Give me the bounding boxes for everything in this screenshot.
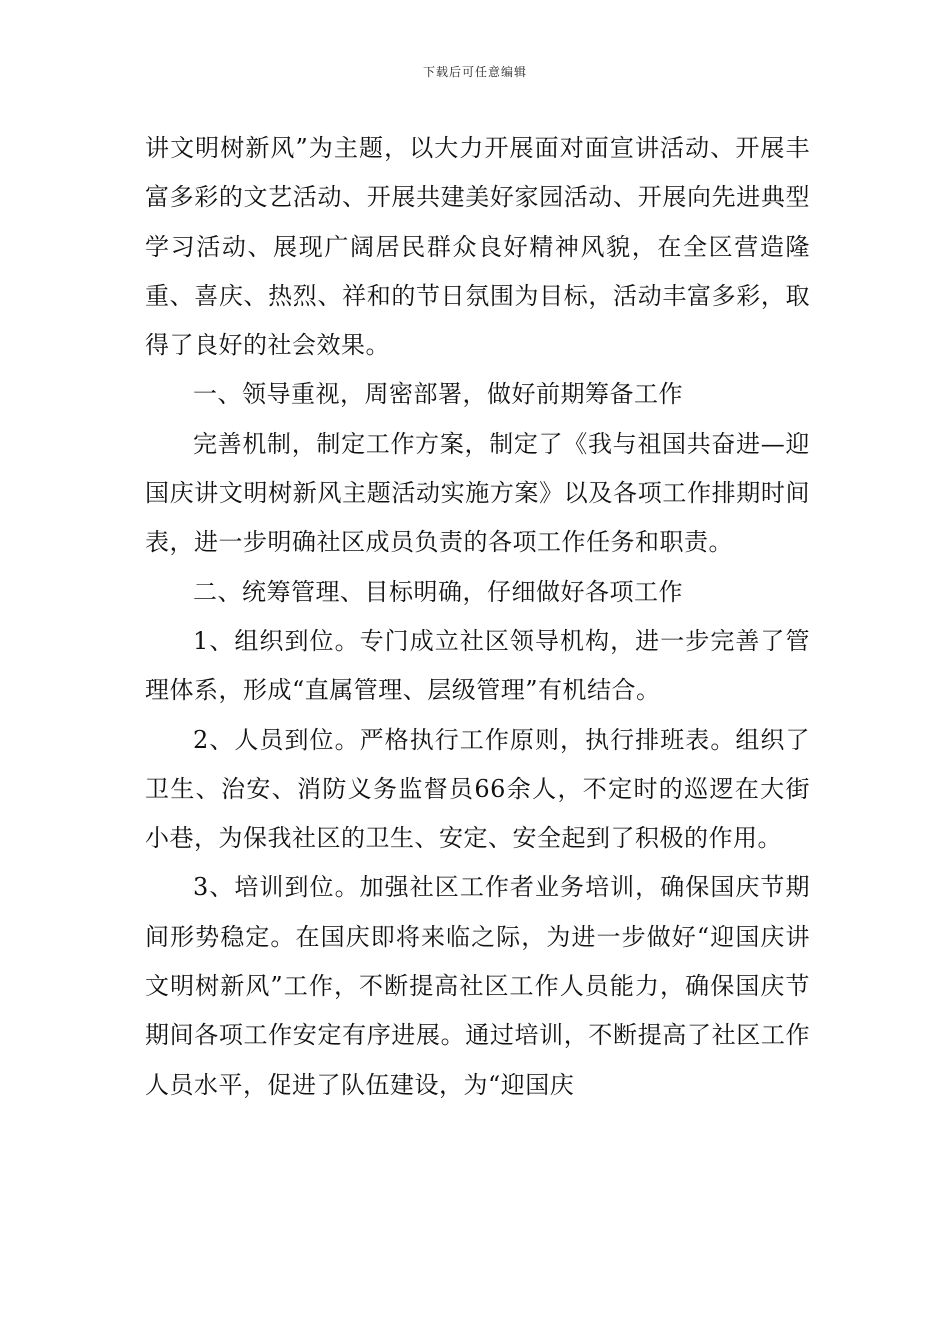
paragraph-intro-continuation: 讲文明树新风”为主题，以大力开展面对面宣讲活动、开展丰富多彩的文艺活动、开展共建美好家园活动、开展向先进典型学习活动、展现广阔居民群众良好精神风貌，在全区营造隆重、喜庆、热烈、祥和的节日氛围为目标，活动丰富多彩，取得了良好的社会效果。 [145,134,810,360]
paragraph-item-2: 2、人员到位。严格执行工作原则，执行排班表。组织了卫生、治安、消防义务监督员66余人，不定时的巡逻在大街小巷，为保我社区的卫生、安定、安全起到了积极的作用。 [145,725,810,853]
page-header-note: 下载后可任意编辑 [422,65,527,79]
paragraph-mechanism: 完善机制，制定工作方案，制定了《我与祖国共奋进—迎国庆讲文明树新风主题活动实施方案》以及各项工作排期时间表，进一步明确社区成员负责的各项工作任务和职责。 [145,429,810,557]
document-body [145,124,810,1110]
section-heading-2: 二、统筹管理、目标明确，仔细做好各项工作 [193,577,683,606]
section-heading-1: 一、领导重视，周密部署，做好前期筹备工作 [193,380,683,409]
paragraph-item-3: 3、培训到位。加强社区工作者业务培训，确保国庆节期间形势稳定。在国庆即将来临之际，为进一步做好“迎国庆讲文明树新风”工作，不断提高社区工作人员能力，确保国庆节期间各项工作安定有序进展。通过培训，不断提高了社区工作人员水平，促进了队伍建设，为“迎国庆 [145,873,810,1099]
paragraph-item-1: 1、组织到位。专门成立社区领导机构，进一步完善了管理体系，形成“直属管理、层级管理”有机结合。 [145,626,810,705]
